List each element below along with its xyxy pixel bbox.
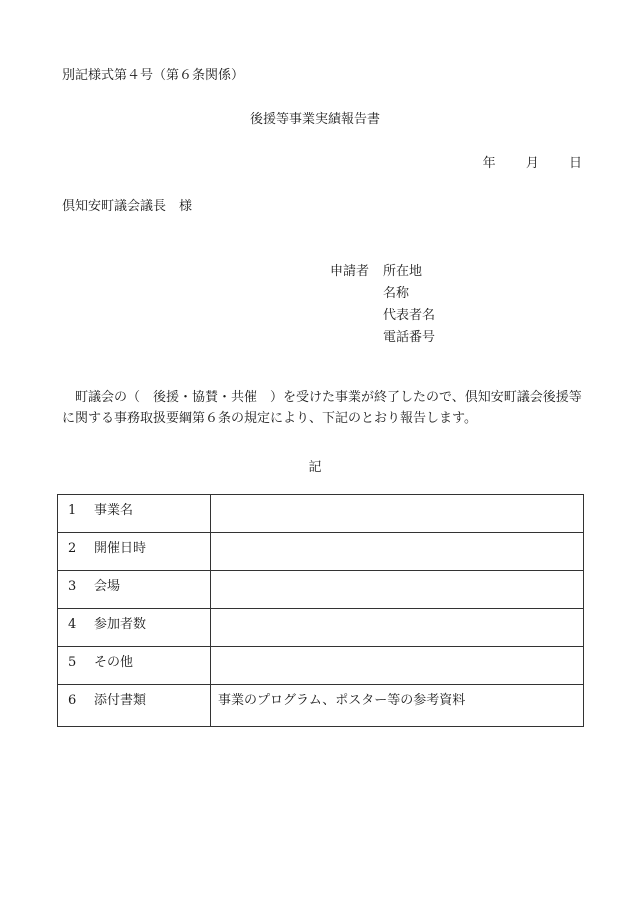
item-label-cell — [58, 533, 211, 571]
report-body-text: 町議会の（ 後援・協賛・共催 ）を受けた事業が終了したので、倶知安町議会後援等に関する事務取扱要綱第６条の規定により、下記のとおり報告します。 — [62, 390, 582, 426]
item-number: 2 — [68, 541, 77, 556]
item-value-cell[interactable] — [211, 647, 584, 685]
applicant-representative-label: 代表者名 — [383, 308, 436, 323]
date-day: 日 — [568, 156, 582, 171]
item-label: 事業名 — [94, 503, 134, 518]
item-number: 6 — [68, 693, 77, 708]
item-label-cell — [58, 647, 211, 685]
item-label: 会場 — [94, 579, 121, 594]
table-row — [58, 609, 584, 647]
applicant-address-label: 所在地 — [383, 264, 423, 279]
item-value-cell[interactable] — [211, 533, 584, 571]
table-row — [58, 685, 584, 727]
document-title: 後援等事業実績報告書 — [249, 112, 380, 127]
item-label-cell — [58, 495, 211, 533]
report-items-table — [57, 494, 584, 727]
item-value-cell[interactable] — [211, 609, 584, 647]
table-row — [58, 647, 584, 685]
recipient: 倶知安町議会議長 様 — [62, 199, 193, 214]
applicant-label: 申請者 — [330, 264, 370, 279]
ki-heading: 記 — [308, 460, 322, 475]
item-value-cell[interactable] — [211, 571, 584, 609]
date-line — [457, 152, 582, 171]
item-number: 3 — [68, 579, 77, 594]
item-label: その他 — [94, 655, 134, 670]
item-label: 開催日時 — [94, 541, 147, 556]
item-label: 添付書類 — [94, 693, 147, 708]
table-row — [58, 533, 584, 571]
item-label: 参加者数 — [94, 617, 147, 632]
item-label-cell — [58, 571, 211, 609]
applicant-phone-label: 電話番号 — [383, 330, 436, 345]
date-year: 年 — [482, 156, 496, 171]
item-label-cell — [58, 609, 211, 647]
item-number: 4 — [68, 617, 77, 632]
applicant-name-label: 名称 — [383, 286, 410, 301]
item-value-cell[interactable]: 事業のプログラム、ポスター等の参考資料 — [211, 685, 584, 727]
item-label-cell — [58, 685, 211, 727]
item-number: 1 — [68, 503, 77, 518]
table-row — [58, 571, 584, 609]
table-row — [58, 495, 584, 533]
form-number: 別記様式第４号（第６条関係） — [62, 68, 245, 83]
item-number: 5 — [68, 655, 77, 670]
applicant-block — [330, 260, 422, 279]
date-month: 月 — [525, 156, 539, 171]
item-value-cell[interactable] — [211, 495, 584, 533]
